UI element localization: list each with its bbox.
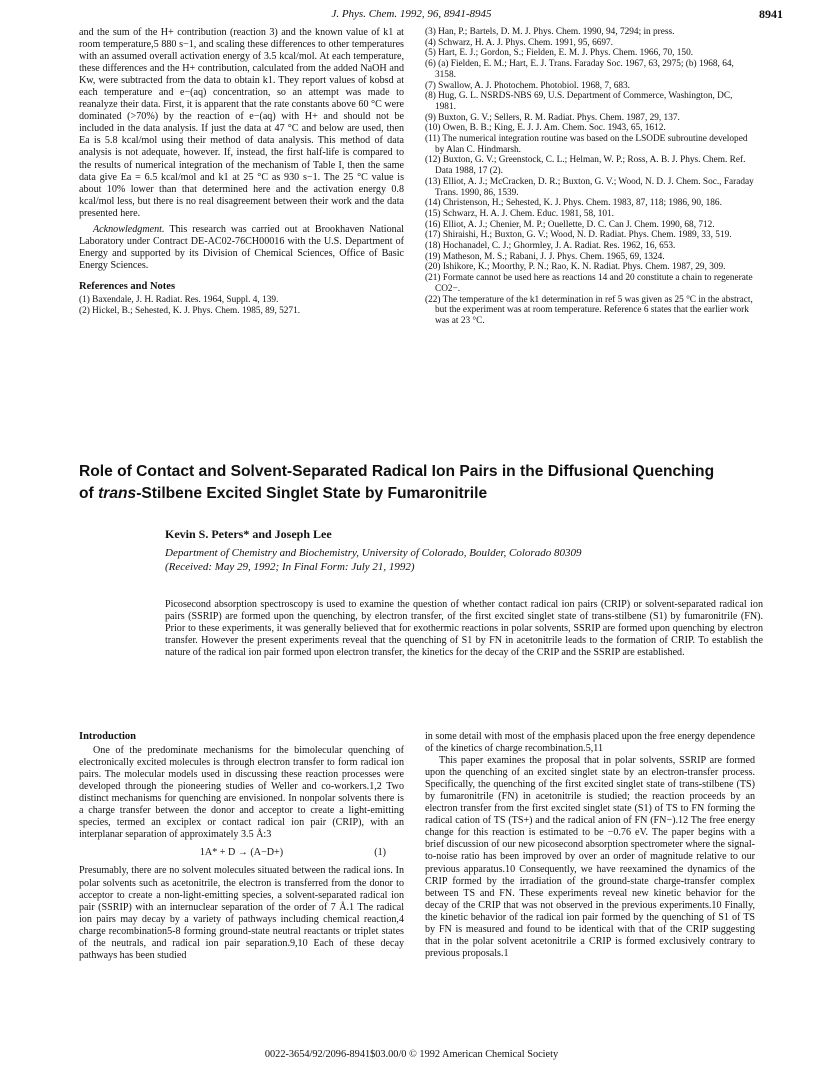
affiliation-block: [165, 547, 581, 574]
body-paragraph: in some detail with most of the emphasis placed upon the free energy dependence of the kinetics of charge recombination.5,11: [425, 731, 755, 755]
reference-item: (4) Schwarz, H. A. J. Phys. Chem. 1991, 95, 6697.: [425, 37, 613, 48]
reference-item: (15) Schwarz, H. A. J. Chem. Educ. 1981, 58, 101.: [425, 208, 615, 219]
equation-1: [79, 847, 404, 859]
running-header: [0, 4, 823, 24]
reference-list-right: [425, 27, 755, 327]
equation-text: 1A* + D → (A−D+): [199, 847, 284, 859]
reference-item: (10) Owen, B. B.; King, E. J. J. Am. Chem. Soc. 1943, 65, 1612.: [425, 123, 666, 134]
body-paragraph: One of the predominate mechanisms for the bimolecular quenching of electronically excited molecules is through electron transfer to form radical ion pairs. The molecular models used in discussing these reaction processes were developed through the pioneering studies of Weller and co-workers.1,2 Two distinct mechanisms for quenching are envisioned. In nonpolar solvents there is a charge transfer between the donor and acceptor to create a light-emitting species, termed an exciplex or contact radical ion pair (CRIP), with an interplanar separation of approximately 3.5 Å:3: [79, 745, 404, 841]
affiliation: Department of Chemistry and Biochemistry, University of Colorado, Boulder, Colorado 80309: [165, 547, 582, 559]
introduction-right-column: [425, 731, 755, 960]
body-paragraph: Presumably, there are no solvent molecules situated between the radical ions. In polar solvents such as acetonitrile, the electron is transferred from the donor to acceptor to create a non-light-emitting species, a solvent-separated radical ion pair (SSRIP) with an internuclear separation of the order of 7 Å.1 The radical ion pairs may decay by a variety of pathways including chemical reaction,4 charge recombination5-8 forming ground-state neutral reactants or triplet states of the neutrals, and radical ion pair separation.9,10 Each of these decay pathways has been studied: [79, 865, 404, 961]
introduction-heading: Introduction: [79, 731, 136, 742]
reference-item: (20) Ishikore, K.; Moorthy, P. N.; Rao, K. N. Radiat. Phys. Chem. 1987, 29, 309.: [425, 262, 726, 273]
reference-item: (5) Hart, E. J.; Gordon, S.; Fielden, E. M. J. Phys. Chem. 1966, 70, 150.: [425, 48, 694, 59]
acknowledgment-label: Acknowledgment.: [93, 223, 165, 235]
article-title-line2: [79, 483, 749, 505]
previous-article-left-column: [79, 27, 404, 316]
reference-item: (2) Hickel, B.; Sehested, K. J. Phys. Chem. 1985, 89, 5271.: [79, 305, 301, 316]
reference-item: (1) Baxendale, J. H. Radiat. Res. 1964, Suppl. 4, 139.: [79, 294, 279, 305]
article-title-line1: Role of Contact and Solvent-Separated Radical Ion Pairs in the Diffusional Quenching: [79, 463, 715, 480]
journal-citation: J. Phys. Chem. 1992, 96, 8941-8945: [331, 8, 492, 20]
reference-item: (14) Christenson, H.; Sehested, K. J. Phys. Chem. 1983, 87, 118; 1986, 90, 186.: [425, 198, 722, 209]
reference-item: (19) Matheson, M. S.; Rabani, J. J. Phys. Chem. 1965, 69, 1324.: [425, 251, 665, 262]
article-title-italic: trans: [98, 485, 137, 502]
reference-item: (13) Elliot, A. J.; McCracken, D. R.; Buxton, G. V.; Wood, N. D. J. Chem. Soc., Faraday Trans. 1990, 86, 1539.: [425, 176, 754, 198]
references-heading: References and Notes: [79, 280, 176, 292]
article-title-prefix: of: [79, 485, 99, 502]
received-dates: (Received: May 29, 1992; In Final Form: July 21, 1992): [165, 560, 415, 573]
reference-list-left: [79, 295, 404, 316]
page-footer: 0022-3654/92/2096-8941$03.00/0 © 1992 American Chemical Society: [264, 1049, 559, 1060]
acknowledgment-text: This research was carried out at Brookhaven National Laboratory under Contract DE-AC02-76CH00016 with the U.S. Department of Energy and supported by its Division of Chemical Sciences, Office of Basic Energy Sciences.: [79, 223, 404, 271]
reference-item: (16) Elliot, A. J.; Chenier, M. P.; Ouellette, D. C. Can J. Chem. 1990, 68, 712.: [425, 219, 715, 230]
article-title: [79, 461, 749, 505]
reference-item: (9) Buxton, G. V.; Sellers, R. M. Radiat. Phys. Chem. 1987, 29, 137.: [425, 112, 680, 123]
reference-item: (7) Swallow, A. J. Photochem. Photobiol. 1968, 7, 683.: [425, 80, 630, 91]
reference-item: (8) Hug, G. L. NSRDS-NBS 69, U.S. Department of Commerce, Washington, DC, 1981.: [425, 91, 733, 112]
reference-item: (12) Buxton, G. V.; Greenstock, C. L.; Helman, W. P.; Ross, A. B. J. Phys. Chem. Ref. Data 1988, 17 (2).: [425, 155, 746, 177]
reference-item: (18) Hochanadel, C. J.; Ghormley, J. A. Radiat. Res. 1962, 16, 653.: [425, 241, 676, 252]
introduction-left-column: [79, 731, 404, 962]
reference-item: (11) The numerical integration routine was based on the LSODE subroutine developed by Alan C. Hindmarsh.: [425, 134, 748, 155]
reference-item: (22) The temperature of the k1 determination in ref 5 was given as 25 °C in the abstract, but the experiment was at room temperature. Reference 6 states that the earlier work was at 23 °C.: [425, 294, 753, 326]
abstract: Picosecond absorption spectroscopy is used to examine the question of whether contact radical ion pairs (CRIP) or solvent-separated radical ion pairs (SSRIP) are formed upon the quenching, by electron transfer, of the first excited singlet state of trans-stilbene (S1) by fumaronitrile (FN). Prior to these experiments, it was generally believed that for exothermic reactions in polar solvents, SSRIP are formed upon quenching by electron transfer. However the present experiments reveal that the quenching of S1 by FN in acetonitrile leads to the formation of CRIP. To establish the nature of the radical ion pair formed upon electron transfer, the kinetics for the decay of the CRIP and the SSRIP are established.: [165, 599, 763, 659]
article-title-rest: -Stilbene Excited Singlet State by Fumaronitrile: [136, 485, 488, 502]
reference-item: (21) Formate cannot be used here as reactions 14 and 20 constitute a chain to regenerate CO2−.: [425, 273, 753, 294]
body-paragraph: This paper examines the proposal that in polar solvents, SSRIP are formed upon the quenching of an excited singlet state by an electron-transfer process. Specifically, the quenching of the first excited singlet state of trans-stilbene (TS) by fumaronitrile (FN) in acetonitrile is studied; the reaction proceeds by an electron transfer from the first excited singlet state (S1) of TS to FN forming the radical cation of TS (TS+) and the radical anion of FN (FN−).12 The free energy change for this reaction is estimated to be −0.76 eV. The paper begins with a brief discussion of our new picosecond absorption spectrometer where the signal-to-noise ratio has been improved by over an order of magnitude relative to our previous apparatus.10 Consequently, we have reexamined the dynamics of the CRIP formed by the irradiation of the ground-state charge-transfer complex between TS and FN. These experiments reveal new kinetic behavior for the decay of the CRIP that was not observed in the previous experiments.10 Finally, the kinetic behavior of the radical ion pair formed by the quenching of S1 of TS by FN is measured and found to be identical with that of the CRIP suggesting that in the polar solvent acetonitrile a CRIP is formed exclusively contrary to previous proposals.1: [425, 755, 755, 959]
equation-number: (1): [374, 847, 386, 859]
reference-item: (17) Shiraishi, H.; Buxton, G. V.; Wood, N. D. Radiat. Phys. Chem. 1989, 33, 519.: [425, 230, 732, 241]
page-number: 8941: [759, 7, 783, 21]
acknowledgment: [79, 224, 404, 272]
authors: Kevin S. Peters* and Joseph Lee: [165, 527, 332, 541]
reference-item: (3) Han, P.; Bartels, D. M. J. Phys. Chem. 1990, 94, 7294; in press.: [425, 27, 675, 37]
reference-item: (6) (a) Fielden, E. M.; Hart, E. J. Trans. Faraday Soc. 1967, 63, 2975; (b) 1968, 64, 3158.: [425, 59, 734, 80]
body-paragraph: and the sum of the H+ contribution (reaction 3) and the known value of k1 at room temperature,5 880 s−1, and scaling these differences to other temperatures with an assumed overall activation energy of 3.5 kcal/mol. At each temperature, these differences and the H+ contribution, calculated from the added NaOH and Kw, were subtracted from the data to obtain k1. They report values of kobsd at each temperature and e−(aq) concentration, so an attempt was made to reanalyze their data. First, it is apparent that the rate constants above 60 °C were dominated (>70%) by the reaction of e−(aq) with H+ and should not be included in the data analysis. If just the data at 47 °C and below are used, then Ea is 5.8 kcal/mol using their method of data analysis. This method of data analysis is not adequate, however. If, instead, the first half-life is compared to the results of numerical integration of the mechanism of Table I, then the same data give Ea = 6.5 kcal/mol and k1 at 25 °C as 930 s−1. The 25 °C value is about 10% lower than that determined here and the activation energy 0.8 kcal/mol less, but there is no real disagreement between their work and the data presented here.: [79, 27, 404, 219]
